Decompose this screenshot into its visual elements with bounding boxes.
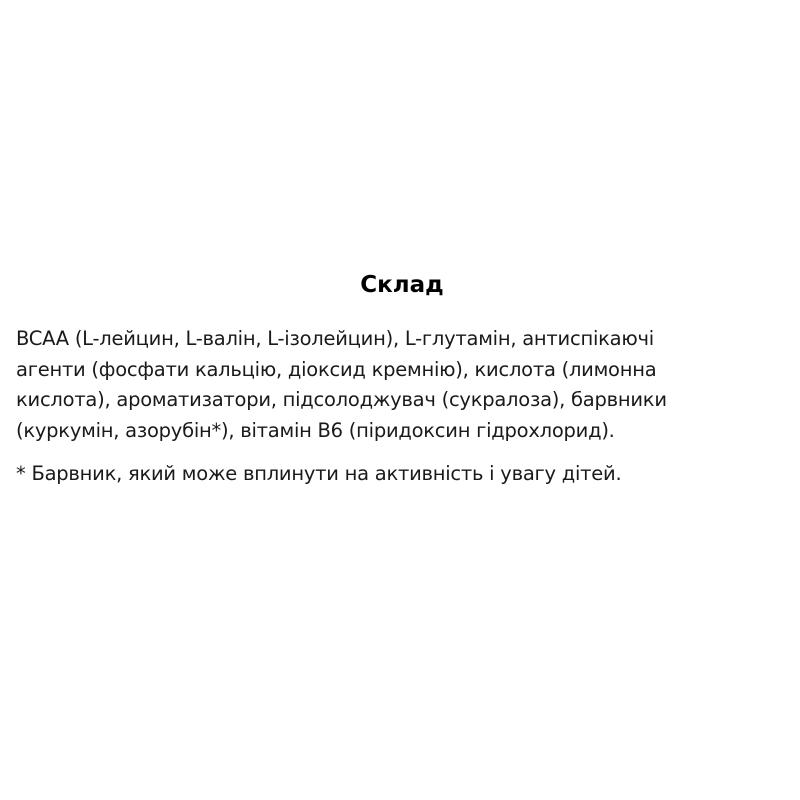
- composition-section: [16, 266, 788, 490]
- colorant-footnote: * Барвник, який може вплинути на активність і увагу дітей.: [16, 462, 622, 486]
- ingredients-line: (куркумін, азорубін*), вітамін B6 (піридоксин гідрохлорид).: [16, 418, 615, 442]
- ingredients-line: BCAA (L-лейцин, L-валін, L-ізолейцин), L-глутамін, антиспікаючі: [16, 327, 654, 350]
- composition-heading: Склад: [360, 272, 444, 298]
- ingredients-paragraph: [16, 324, 788, 446]
- ingredients-line: агенти (фосфати кальцію, діоксид кремнію), кислота (лимонна: [16, 357, 657, 381]
- ingredients-line: кислота), ароматизатори, підсолоджувач (сукралоза), барвники: [16, 388, 667, 412]
